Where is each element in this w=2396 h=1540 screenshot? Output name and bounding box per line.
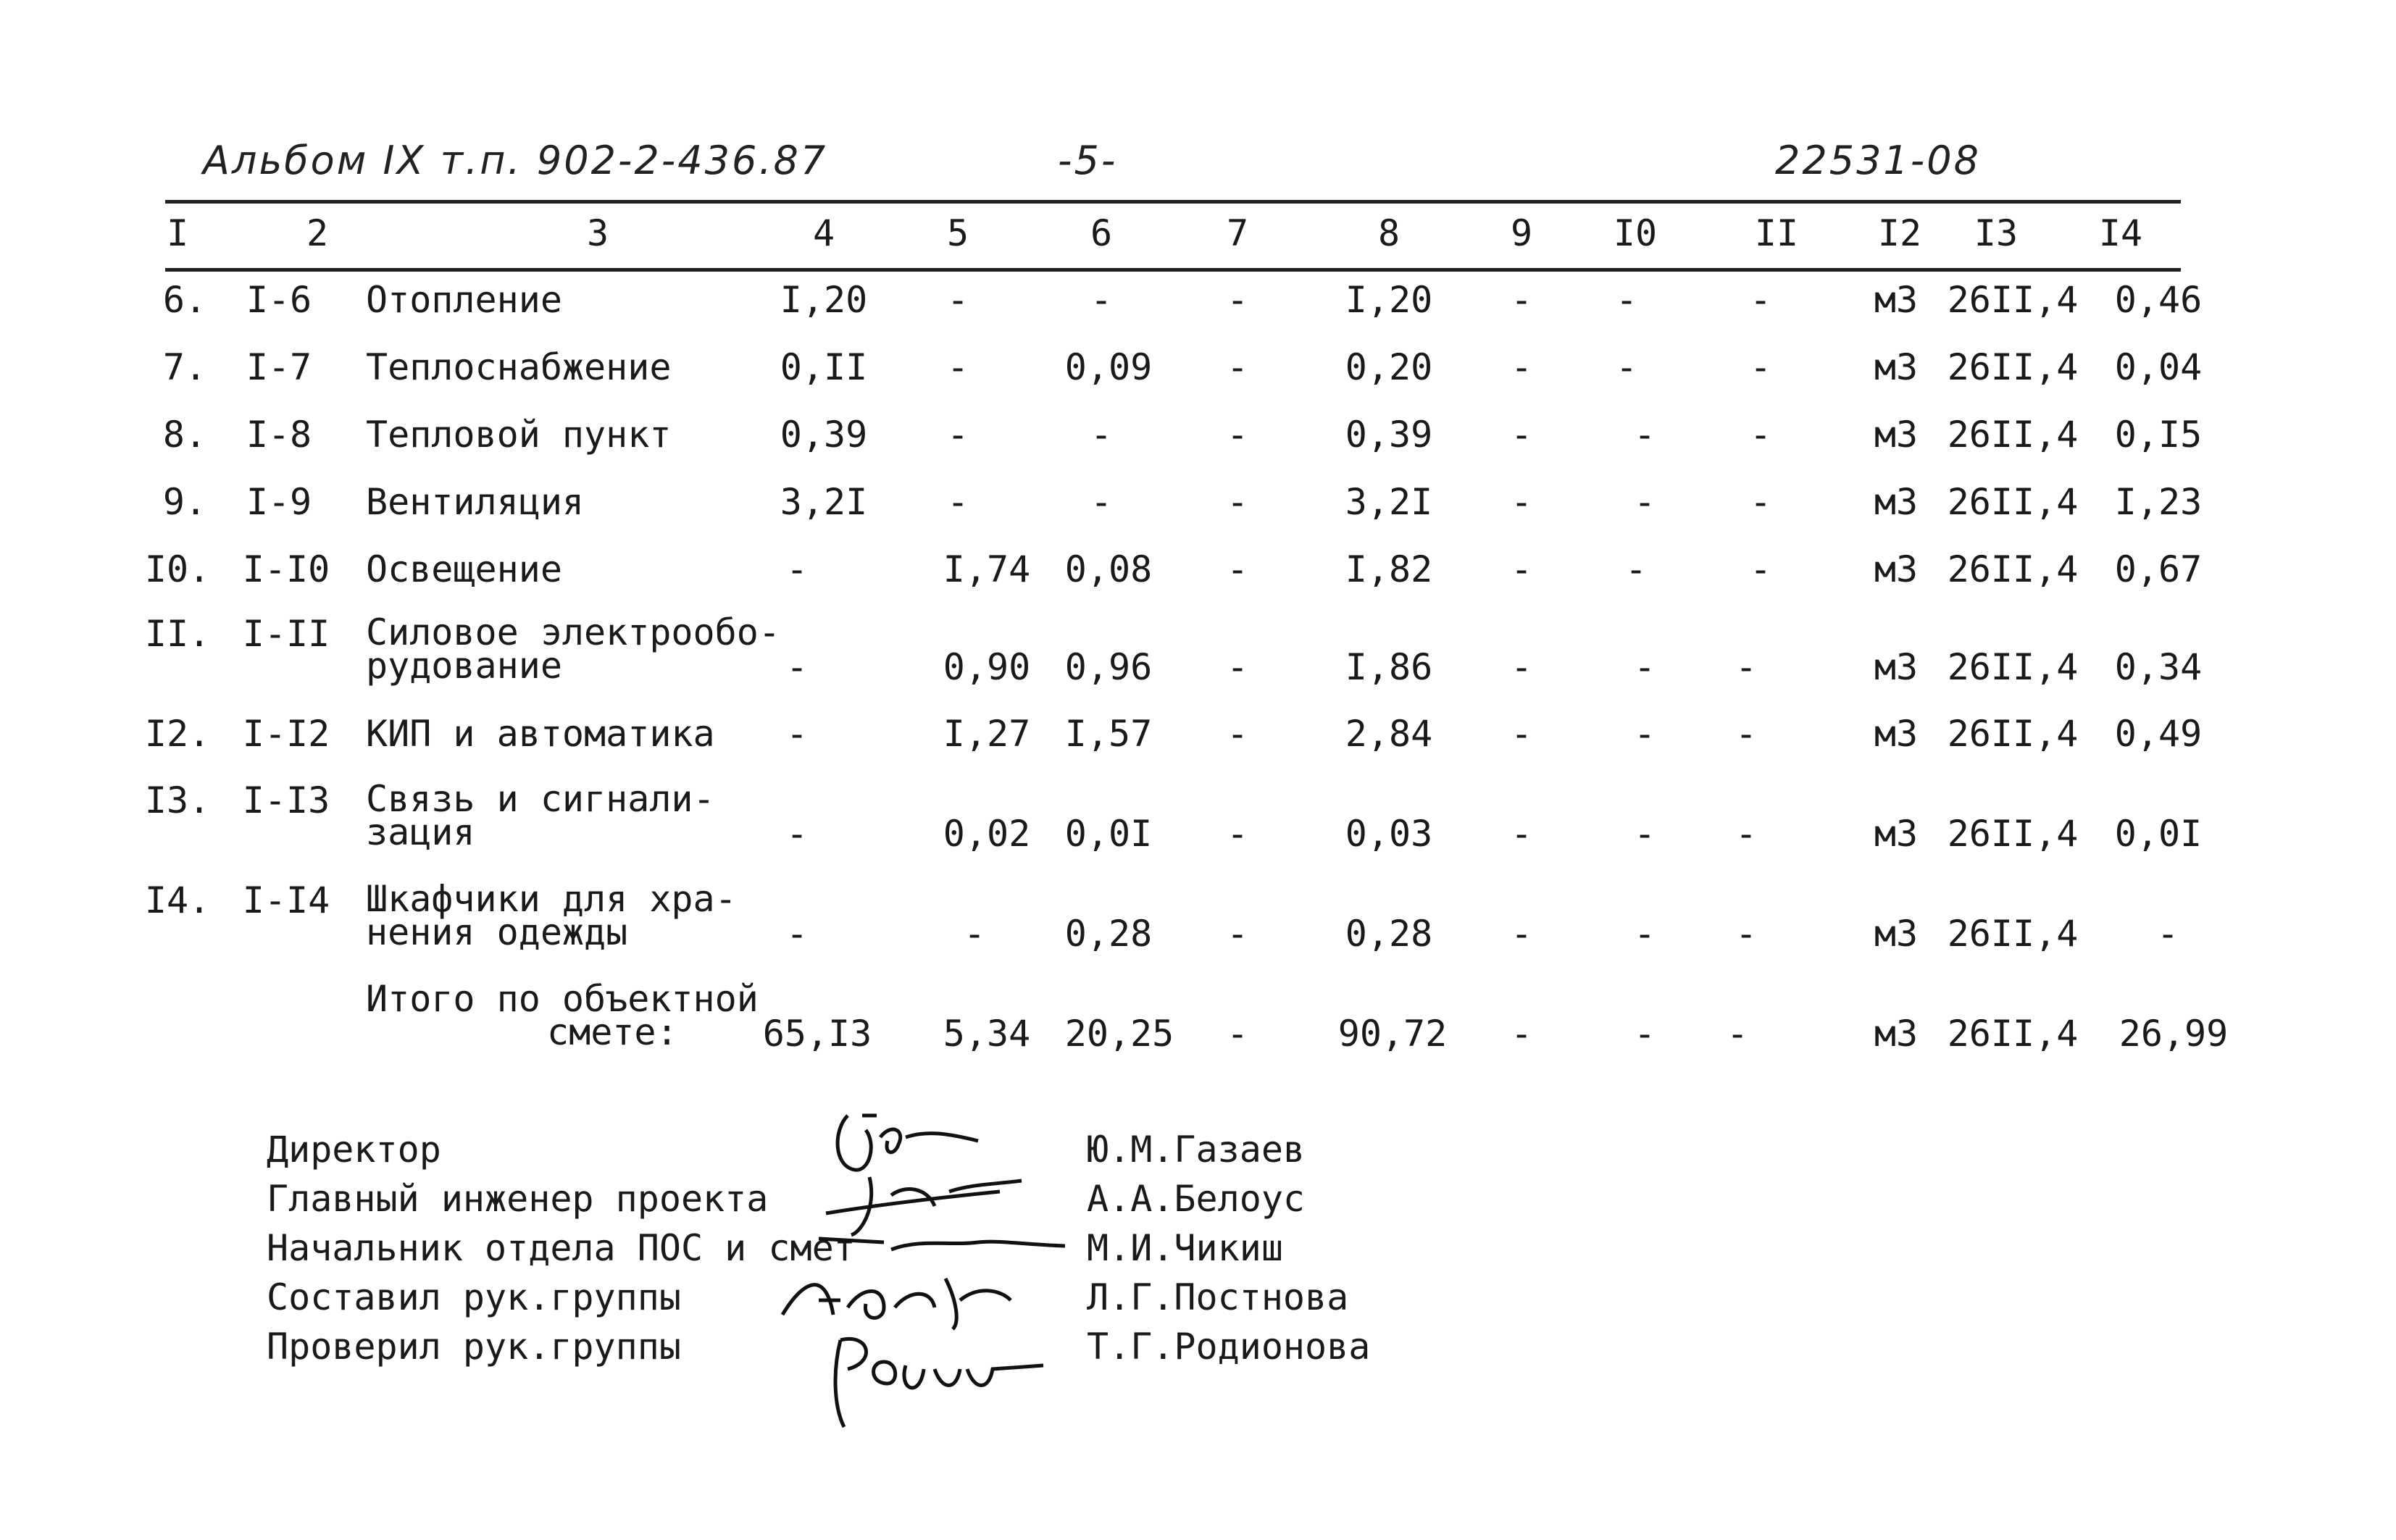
row-number: 8. <box>162 414 207 456</box>
header-rule-bottom <box>165 268 2181 272</box>
total-label-line2: смете: <box>547 1011 678 1053</box>
cell-unit: м3 <box>1874 913 1919 955</box>
handwritten-signature-checker <box>826 1326 1058 1434</box>
total-cell-10: - <box>1633 1013 1656 1055</box>
cell-8: I,86 <box>1345 646 1433 688</box>
col-header-7: 7 <box>1226 212 1249 254</box>
cell-unit: м3 <box>1874 813 1919 855</box>
col-header-9: 9 <box>1510 212 1533 254</box>
signature-role: Главный инженер проекта <box>267 1178 769 1220</box>
row-number: 9. <box>162 481 207 523</box>
cell-11: - <box>1749 346 1772 388</box>
cell-unit: м3 <box>1874 414 1919 456</box>
cell-14: 0,0I <box>2114 813 2203 855</box>
row-name-line2: рудование <box>366 645 562 687</box>
row-number: I3. <box>144 779 211 821</box>
cell-unit: м3 <box>1874 713 1919 755</box>
total-cell-14: 26,99 <box>2119 1013 2229 1055</box>
col-header-1: I <box>166 212 189 254</box>
row-code: I-II <box>242 613 330 655</box>
total-label-line1: Итого по объектной <box>366 978 759 1020</box>
cell-4: - <box>785 548 809 590</box>
cell-14: 0,49 <box>2114 713 2203 755</box>
row-name-line1: Шкафчики для хра- <box>366 878 737 920</box>
col-header-11: II <box>1754 212 1799 254</box>
album-reference: Альбом IX т.п. 902-2-436.87 <box>203 138 828 183</box>
cell-4: 0,II <box>780 346 868 388</box>
cell-13: 26II,4 <box>1947 548 2079 590</box>
cell-7: - <box>1226 481 1249 523</box>
cell-9: - <box>1510 414 1533 456</box>
cell-14: 0,34 <box>2114 646 2203 688</box>
row-name: Тепловой пункт <box>366 414 672 456</box>
total-cell-4: 65,I3 <box>762 1013 872 1055</box>
cell-13: 26II,4 <box>1947 913 2079 955</box>
cell-13: 26II,4 <box>1947 346 2079 388</box>
row-name: Вентиляция <box>366 481 585 523</box>
cell-4: I,20 <box>780 279 868 321</box>
row-number: 6. <box>162 279 207 321</box>
cell-6: 0,09 <box>1064 346 1153 388</box>
cell-10: - <box>1633 414 1656 456</box>
cell-unit: м3 <box>1874 646 1919 688</box>
cell-7: - <box>1226 279 1249 321</box>
cell-8: I,82 <box>1345 548 1433 590</box>
cell-9: - <box>1510 813 1533 855</box>
cell-9: - <box>1510 481 1533 523</box>
row-name-line2: нения одежды <box>366 911 628 953</box>
col-header-5: 5 <box>946 212 969 254</box>
cell-7: - <box>1226 913 1249 955</box>
cell-7: - <box>1226 646 1249 688</box>
row-number: II. <box>144 613 211 655</box>
signature-role: Директор <box>267 1129 441 1171</box>
row-name: Освещение <box>366 548 562 590</box>
cell-4: - <box>785 713 809 755</box>
row-code: I-6 <box>246 279 312 321</box>
cell-5: I,27 <box>943 713 1031 755</box>
cell-14: 0,67 <box>2114 548 2203 590</box>
row-code: I-7 <box>246 346 312 388</box>
cell-11: - <box>1735 913 1758 955</box>
cell-4: - <box>785 646 809 688</box>
row-code: I-I4 <box>242 879 330 921</box>
col-header-2: 2 <box>306 212 329 254</box>
signatory-name: Т.Г.Родионова <box>1087 1326 1371 1368</box>
cell-unit: м3 <box>1874 279 1919 321</box>
row-number: I0. <box>144 548 211 590</box>
cell-5: I,74 <box>943 548 1031 590</box>
total-cell-unit: м3 <box>1874 1013 1919 1055</box>
row-code: I-I2 <box>242 713 330 755</box>
cell-10: - <box>1615 279 1638 321</box>
cell-7: - <box>1226 548 1249 590</box>
col-header-3: 3 <box>586 212 609 254</box>
cell-9: - <box>1510 713 1533 755</box>
row-number: I2. <box>144 713 211 755</box>
cell-14: 0,46 <box>2114 279 2203 321</box>
row-code: I-I3 <box>242 779 330 821</box>
row-number: 7. <box>162 346 207 388</box>
cell-5: - <box>963 913 986 955</box>
cell-6: 0,96 <box>1064 646 1153 688</box>
row-name: Отопление <box>366 279 562 321</box>
row-number: I4. <box>144 879 211 921</box>
signature-role: Проверил рук.группы <box>267 1326 681 1368</box>
cell-13: 26II,4 <box>1947 481 2079 523</box>
cell-7: - <box>1226 713 1249 755</box>
col-header-4: 4 <box>812 212 835 254</box>
cell-11: - <box>1735 813 1758 855</box>
document-code: 22531-08 <box>1775 138 1981 183</box>
cell-unit: м3 <box>1874 346 1919 388</box>
cell-14: 0,04 <box>2114 346 2203 388</box>
cell-8: I,20 <box>1345 279 1433 321</box>
col-header-10: I0 <box>1613 212 1658 254</box>
cell-10: - <box>1633 713 1656 755</box>
cell-9: - <box>1510 346 1533 388</box>
cell-8: 0,20 <box>1345 346 1433 388</box>
col-header-14: I4 <box>2098 212 2143 254</box>
cell-10: - <box>1615 346 1638 388</box>
cell-5: - <box>946 346 969 388</box>
cell-5: 0,90 <box>943 646 1031 688</box>
cell-10: - <box>1633 813 1656 855</box>
cell-8: 0,28 <box>1345 913 1433 955</box>
cell-5: - <box>946 481 969 523</box>
total-cell-11: - <box>1726 1013 1749 1055</box>
cell-9: - <box>1510 548 1533 590</box>
row-code: I-I0 <box>242 548 330 590</box>
total-cell-7: - <box>1226 1013 1249 1055</box>
cell-5: - <box>946 414 969 456</box>
row-name-line1: Связь и сигнали- <box>366 778 715 820</box>
total-cell-6: 20,25 <box>1064 1013 1174 1055</box>
cell-6: 0,0I <box>1064 813 1153 855</box>
cell-11: - <box>1749 414 1772 456</box>
cell-7: - <box>1226 414 1249 456</box>
header-rule-top <box>165 200 2181 204</box>
cell-11: - <box>1749 481 1772 523</box>
cell-11: - <box>1735 713 1758 755</box>
row-name: Теплоснабжение <box>366 346 672 388</box>
row-name: КИП и автоматика <box>366 713 715 755</box>
cell-unit: м3 <box>1874 481 1919 523</box>
cell-10: - <box>1633 646 1656 688</box>
cell-4: 3,2I <box>780 481 868 523</box>
cell-9: - <box>1510 279 1533 321</box>
cell-14: - <box>2156 913 2179 955</box>
total-cell-13: 26II,4 <box>1947 1013 2079 1055</box>
cell-10: - <box>1633 913 1656 955</box>
total-cell-9: - <box>1510 1013 1533 1055</box>
signatory-name: Ю.М.Газаев <box>1087 1129 1306 1171</box>
total-cell-8: 90,72 <box>1337 1013 1448 1055</box>
row-code: I-8 <box>246 414 312 456</box>
page-number: -5- <box>1058 138 1118 183</box>
cell-13: 26II,4 <box>1947 646 2079 688</box>
cell-9: - <box>1510 646 1533 688</box>
cell-6: - <box>1090 414 1113 456</box>
cell-11: - <box>1749 279 1772 321</box>
row-name-line1: Силовое электрообо- <box>366 611 780 653</box>
cell-5: 0,02 <box>943 813 1031 855</box>
cell-8: 2,84 <box>1345 713 1433 755</box>
cell-13: 26II,4 <box>1947 813 2079 855</box>
col-header-12: I2 <box>1877 212 1922 254</box>
cell-13: 26II,4 <box>1947 279 2079 321</box>
cell-6: - <box>1090 279 1113 321</box>
cell-11: - <box>1749 548 1772 590</box>
total-cell-5: 5,34 <box>943 1013 1031 1055</box>
col-header-8: 8 <box>1377 212 1401 254</box>
cell-14: I,23 <box>2114 481 2203 523</box>
cell-13: 26II,4 <box>1947 713 2079 755</box>
col-header-13: I3 <box>1974 212 2019 254</box>
cell-6: I,57 <box>1064 713 1153 755</box>
signature-role: Начальник отдела ПОС и смет <box>267 1227 856 1269</box>
cell-9: - <box>1510 913 1533 955</box>
cell-7: - <box>1226 813 1249 855</box>
cell-4: 0,39 <box>780 414 868 456</box>
signatory-name: А.А.Белоус <box>1087 1178 1306 1220</box>
cell-11: - <box>1735 646 1758 688</box>
cell-14: 0,I5 <box>2114 414 2203 456</box>
signatory-name: М.И.Чикиш <box>1087 1227 1283 1269</box>
signatory-name: Л.Г.Постнова <box>1087 1276 1349 1318</box>
handwritten-signature-compiler <box>768 1257 1029 1336</box>
col-header-6: 6 <box>1090 212 1113 254</box>
cell-8: 0,03 <box>1345 813 1433 855</box>
cell-7: - <box>1226 346 1249 388</box>
cell-5: - <box>946 279 969 321</box>
cell-unit: м3 <box>1874 548 1919 590</box>
cell-6: - <box>1090 481 1113 523</box>
row-code: I-9 <box>246 481 312 523</box>
signature-role: Составил рук.группы <box>267 1276 681 1318</box>
cell-6: 0,08 <box>1064 548 1153 590</box>
cell-4: - <box>785 913 809 955</box>
cell-10: - <box>1624 548 1648 590</box>
cell-13: 26II,4 <box>1947 414 2079 456</box>
cell-4: - <box>785 813 809 855</box>
cell-6: 0,28 <box>1064 913 1153 955</box>
cell-10: - <box>1633 481 1656 523</box>
cell-8: 3,2I <box>1345 481 1433 523</box>
row-name-line2: зация <box>366 811 475 853</box>
cell-8: 0,39 <box>1345 414 1433 456</box>
